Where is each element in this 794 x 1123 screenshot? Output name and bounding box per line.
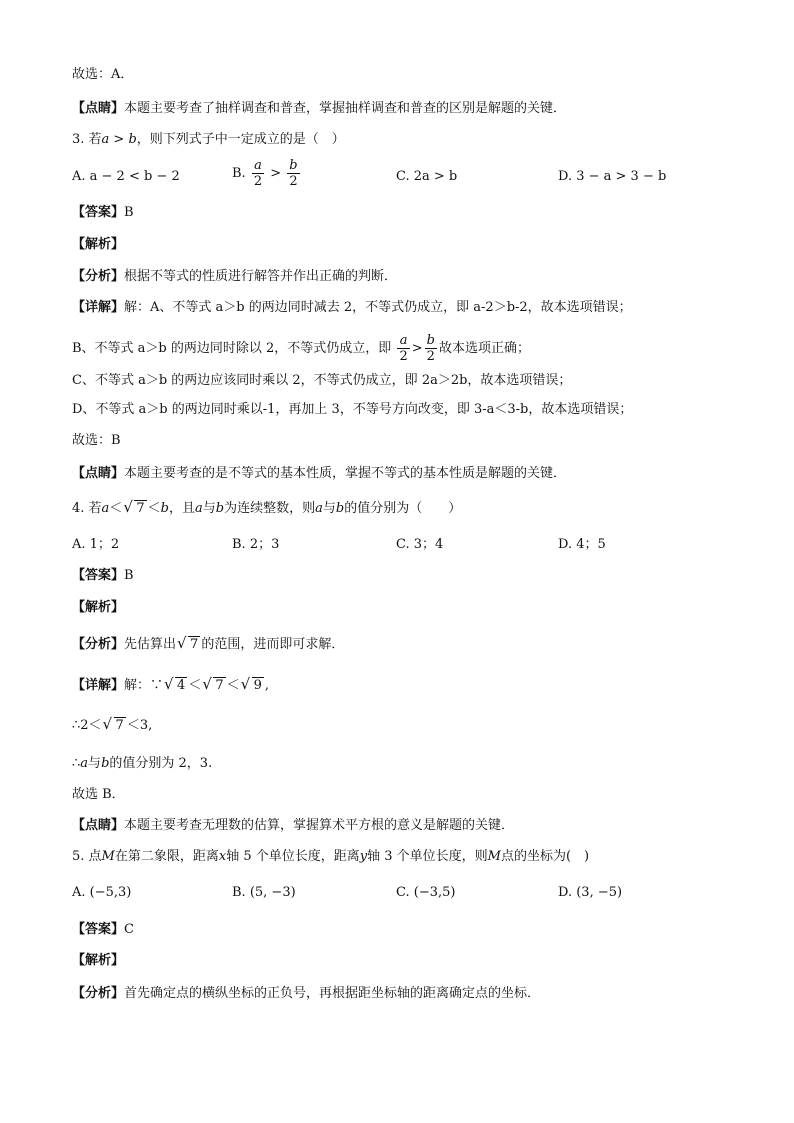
answer-line — [72, 921, 134, 939]
option-c: C. 3；4 — [396, 537, 444, 552]
sqrt — [202, 677, 225, 695]
math-var: b — [101, 756, 110, 771]
option-b: B. 2；3 — [232, 537, 280, 552]
sqrt — [177, 636, 200, 654]
denominator: 2 — [399, 349, 408, 364]
question-stem — [72, 131, 345, 149]
radicand: 7 — [136, 501, 145, 516]
text-span: 点的坐标为( ) — [500, 849, 590, 864]
text-line: C、不等式 a＞b 的两边应该同时乘以 2，不等式仍成立，即 2a＞2b，故本选项错误； — [72, 373, 572, 388]
question-stem — [72, 848, 589, 866]
text-span: 轴 5 个单位长度，距离 — [226, 849, 360, 864]
text-span: B、不等式 a＞b 的两边同时除以 2，不等式仍成立，即 — [72, 341, 392, 356]
math-var: a — [101, 501, 110, 516]
operator: > — [270, 166, 282, 181]
text-line: 故选 B． — [72, 787, 125, 802]
section-tag: 【详解】 — [72, 678, 125, 693]
math-var: b — [215, 501, 225, 516]
math-span: a > b — [101, 132, 137, 147]
section-tag: 【点睛】 — [72, 101, 125, 116]
text-span: 本题主要考查无理数的估算，掌握算术平方根的意义是解题的关键． — [124, 818, 515, 833]
text-span: 5. 点 — [72, 849, 102, 864]
option-d: D. 3 − a > 3 − b — [558, 169, 667, 184]
text-span: 根据不等式的性质进行解答并作出正确的判断． — [124, 269, 398, 284]
text-line: 故选：B — [72, 433, 121, 448]
text-line — [72, 985, 540, 1003]
answer-value: B — [124, 568, 134, 583]
numerator: a — [397, 333, 409, 349]
sqrt — [103, 717, 126, 735]
math-var: M — [487, 849, 501, 864]
radicand: 7 — [115, 718, 124, 733]
text-line — [72, 755, 212, 773]
numerator: b — [289, 158, 298, 173]
text-span: 本题主要考查的是不等式的基本性质，掌握不等式的基本性质是解题的关键． — [124, 466, 567, 481]
text-span: 3. 若 — [72, 132, 102, 147]
math-var: x — [218, 849, 227, 864]
math-var: y — [359, 849, 368, 864]
section-tag: 【答案】 — [72, 205, 125, 220]
text-span: 的值分别为（ ） — [344, 501, 462, 516]
text-span: 首先确定点的横纵坐标的正负号，再根据距坐标轴的距离确定点的坐标． — [124, 986, 541, 1001]
sqrt — [123, 500, 146, 518]
question-stem — [72, 500, 461, 518]
denominator: 2 — [289, 174, 298, 189]
option-label: B. — [232, 166, 246, 181]
section-tag: 【答案】 — [72, 568, 125, 583]
fraction — [425, 333, 437, 364]
answer-value: B — [124, 205, 134, 220]
option-c: C. 2a > b — [396, 169, 458, 184]
text-span: ∴ — [72, 756, 81, 771]
math-var: b — [335, 501, 345, 516]
text-line — [72, 299, 632, 317]
answer-line — [72, 204, 134, 222]
section-tag: 【点睛】 — [72, 466, 125, 481]
text-line — [72, 817, 514, 835]
option-d: D. (3, −5) — [558, 885, 623, 900]
section-tag: 【分析】 — [72, 986, 125, 1001]
sqrt — [164, 677, 187, 695]
text-span: , — [264, 678, 270, 693]
answer-value: C — [124, 922, 134, 937]
text-span: 解：A、不等式 a＞b 的两边同时减去 2，不等式仍成立，即 a-2＞b-2，故本选项错误； — [124, 300, 632, 315]
option-b — [232, 158, 302, 189]
numerator: a — [252, 158, 264, 174]
text-span: 与 — [88, 756, 102, 771]
text-span: 在第二象限，距离 — [114, 849, 219, 864]
section-tag: 【解析】 — [72, 953, 125, 968]
text-line: 故选：A． — [72, 67, 134, 82]
numerator: b — [426, 333, 435, 348]
text-span: 轴 3 个单位长度，则 — [367, 849, 488, 864]
sqrt — [241, 677, 264, 695]
section-tag: 【详解】 — [72, 300, 125, 315]
option-c: C. (−3,5) — [396, 885, 456, 900]
text-span: 4. 若 — [72, 501, 102, 516]
text-line — [72, 636, 344, 654]
text-line — [72, 465, 566, 483]
section-tag: 【点睛】 — [72, 818, 125, 833]
math-var: b — [160, 501, 169, 516]
radicand: 9 — [253, 678, 262, 693]
text-span: 与 — [322, 501, 336, 516]
text-line: D、不等式 a＞b 的两边同时乘以-1，再加上 3，不等号方向改变，即 3-a＜3-b，故本选项错误； — [72, 402, 633, 417]
fraction — [252, 158, 264, 189]
operator: ＜ — [188, 678, 202, 693]
operator: ＜ — [109, 501, 123, 516]
operator: ＜ — [147, 501, 161, 516]
section-tag: 【分析】 — [72, 637, 125, 652]
text-line — [72, 333, 530, 364]
fraction — [397, 333, 409, 364]
text-span: 的值分别为 2，3. — [109, 756, 213, 771]
text-span: ＜3, — [126, 718, 153, 733]
text-span: ，且 — [168, 501, 195, 516]
math-var: a — [80, 756, 89, 771]
radicand: 7 — [215, 678, 224, 693]
text-span: 本题主要考查了抽样调查和普查，掌握抽样调查和普查的区别是解题的关键． — [124, 101, 567, 116]
radicand: 7 — [190, 637, 199, 652]
text-span: ∴2＜ — [72, 718, 102, 733]
option-a: A. 1；2 — [72, 537, 120, 552]
text-line — [72, 677, 269, 695]
text-line — [72, 100, 566, 118]
fraction — [287, 158, 299, 189]
denominator: 2 — [253, 174, 263, 189]
section-tag: 【答案】 — [72, 922, 125, 937]
math-var: a — [194, 501, 203, 516]
text-line — [72, 717, 152, 735]
text-span: 为连续整数，则 — [224, 501, 316, 516]
text-span: 解：∵ — [124, 678, 164, 693]
radicand: 4 — [177, 678, 186, 693]
math-var: M — [101, 849, 115, 864]
section-tag: 【分析】 — [72, 269, 125, 284]
option-d: D. 4；5 — [558, 537, 606, 552]
text-span: 与 — [202, 501, 216, 516]
text-span: ，则下列式子中一定成立的是（ ） — [136, 132, 345, 147]
denominator: 2 — [426, 349, 435, 364]
option-a: A. a − 2 < b − 2 — [72, 169, 180, 184]
section-tag: 【解析】 — [72, 237, 125, 252]
option-b: B. (5, −3) — [232, 885, 296, 900]
answer-line — [72, 567, 134, 585]
text-span: 故本选项正确； — [438, 341, 530, 356]
section-tag: 【解析】 — [72, 600, 125, 615]
text-span: 的范围，进而即可求解． — [201, 637, 345, 652]
math-var: a — [315, 501, 323, 516]
option-a: A. (−5,3) — [72, 885, 132, 900]
text-line — [72, 268, 397, 286]
operator: > — [411, 341, 423, 356]
text-span: 先估算出 — [124, 637, 177, 652]
operator: ＜ — [226, 678, 240, 693]
